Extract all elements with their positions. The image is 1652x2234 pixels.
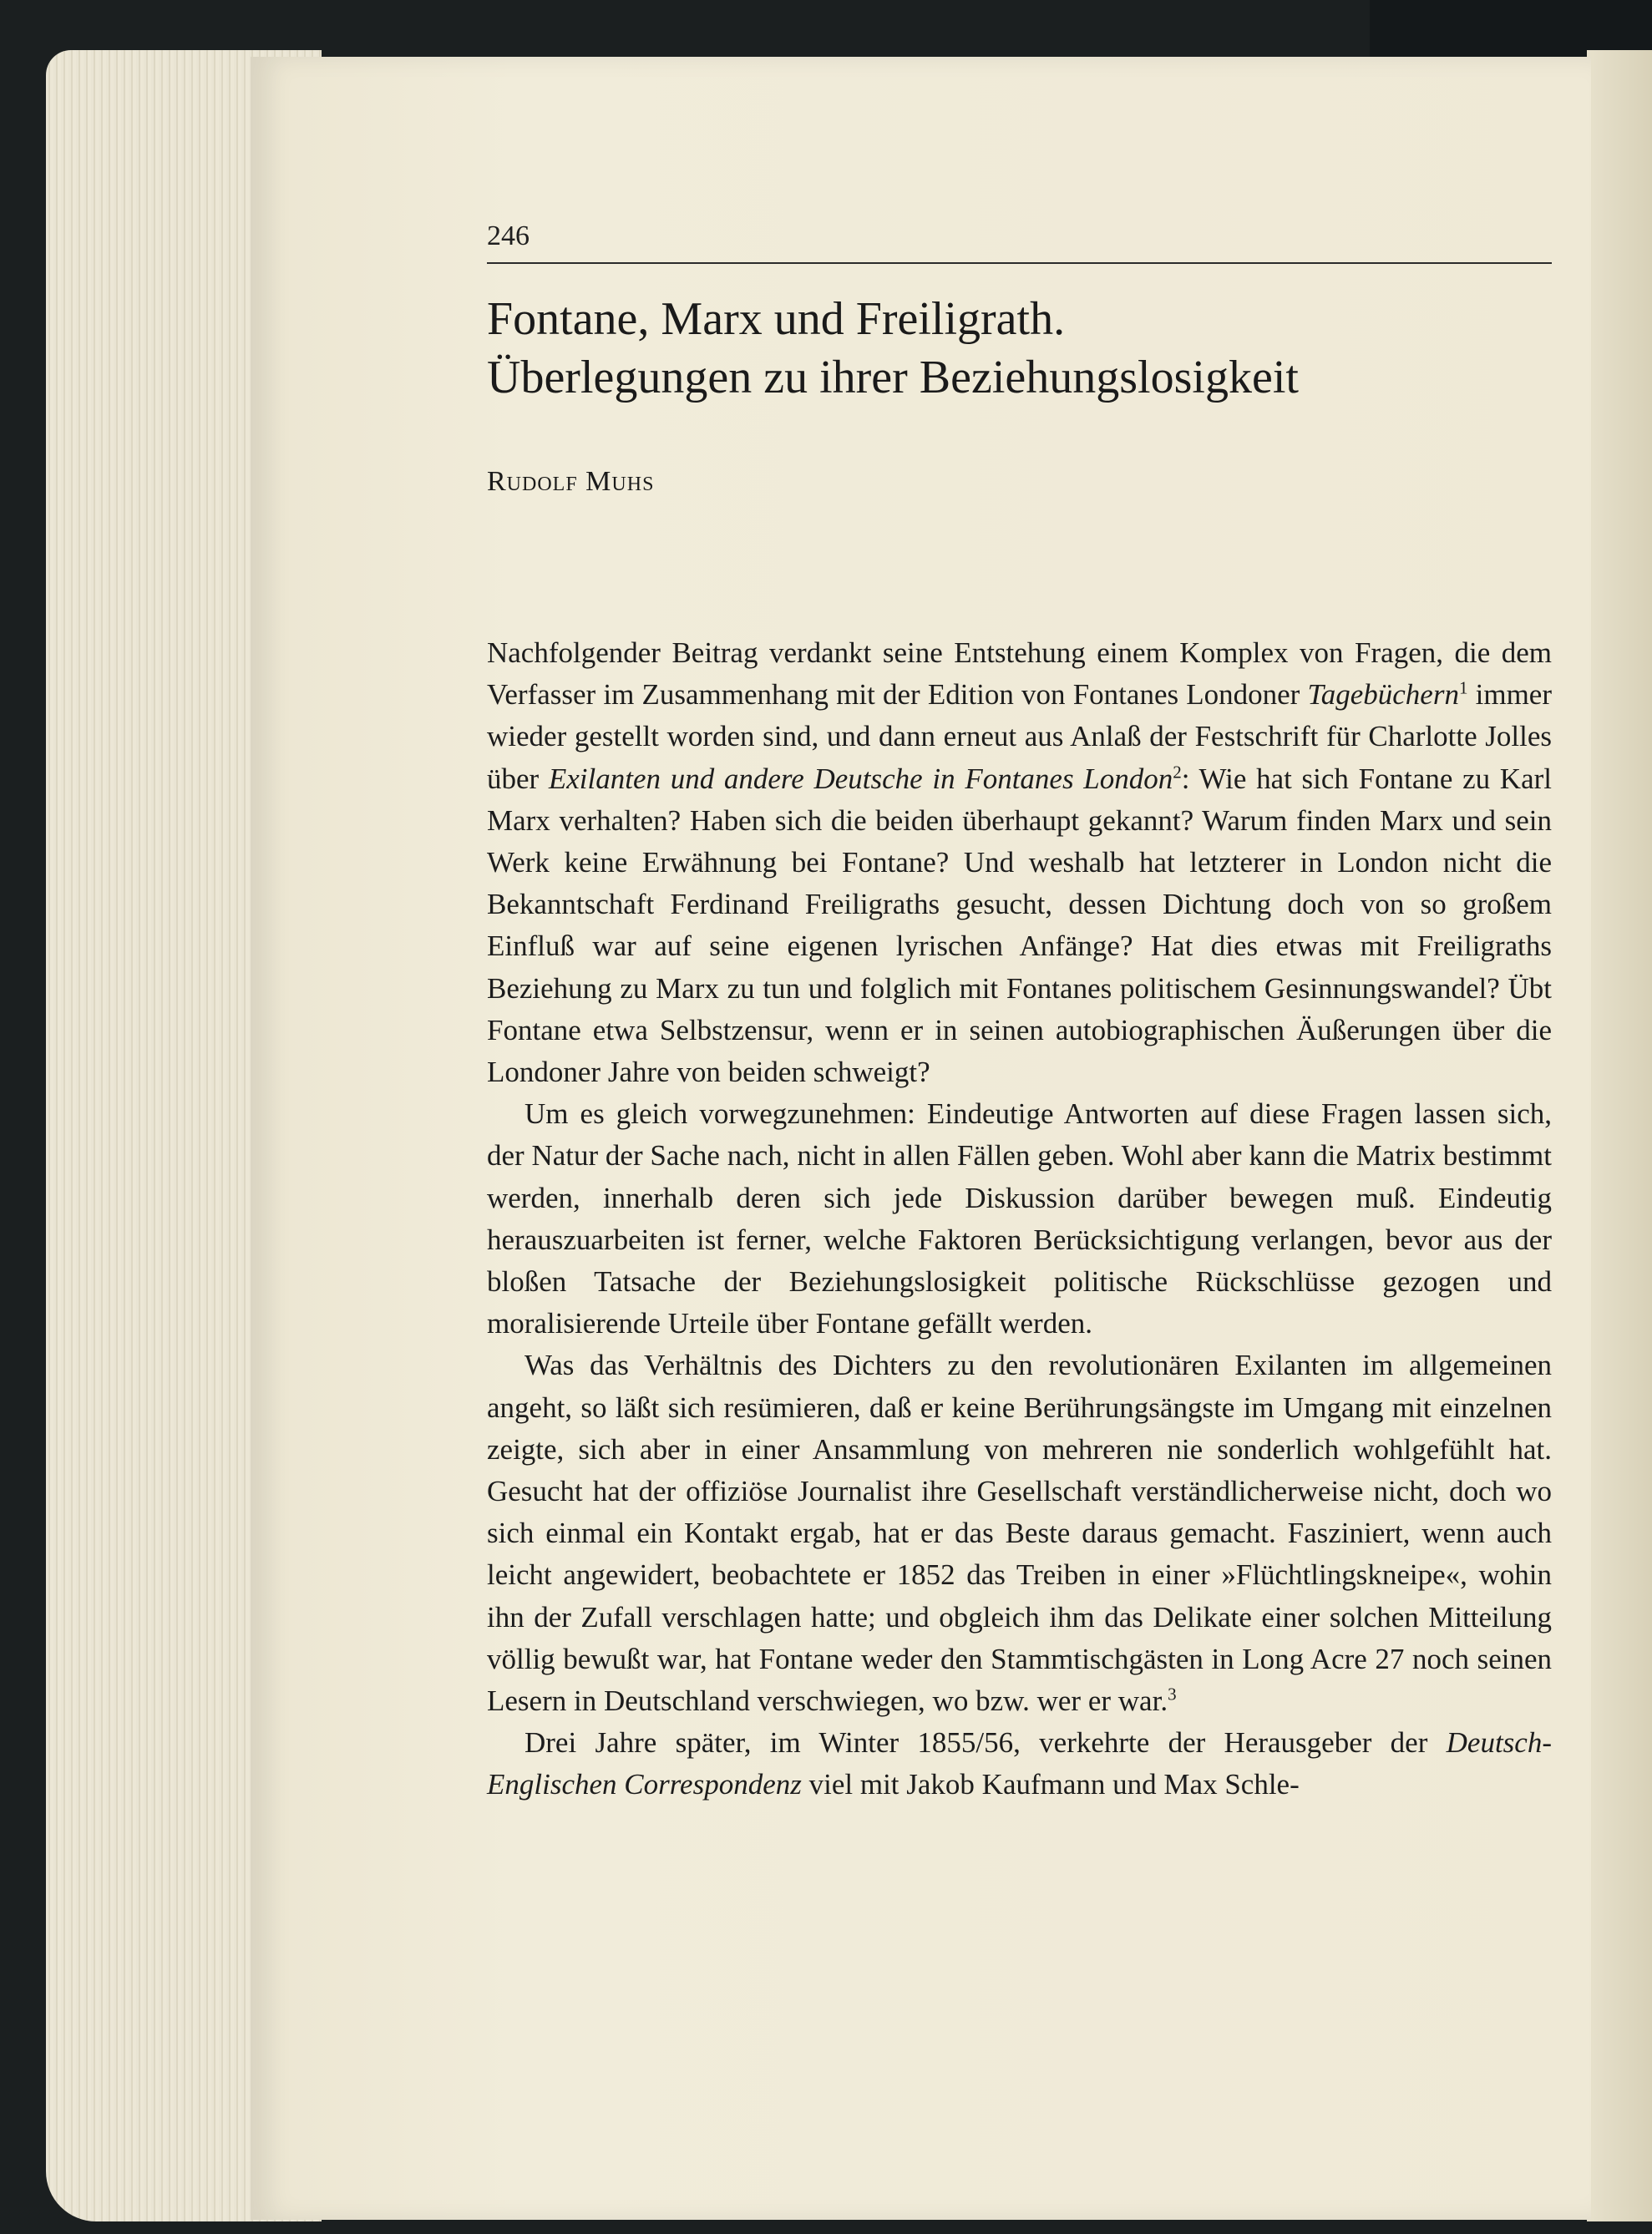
footnote-ref-2: 2: [1173, 761, 1182, 782]
author-name: Rudolf Muhs: [487, 466, 655, 497]
running-head: [487, 220, 1552, 264]
work-title-exilanten: Exilanten und andere Deutsche in Fontanes London: [548, 762, 1173, 795]
article-title: [487, 290, 1564, 407]
paragraph-2: Um es gleich vorwegzunehmen: Eindeutige Antworten auf diese Fragen lassen sich, der Natur der Sache nach, nicht in allen Fällen geben. Wohl aber kann die Matrix bestimmt werden, innerhalb deren sich jede Diskussion darüber bewegen muß. Eindeutig herauszuarbeiten ist ferner, welche Faktoren Berücksichtigung verlangen, bevor aus der bloßen Tatsache der Beziehungslosigkeit politische Rückschlüsse gezogen und moralisierende Urteile über Fontane gefällt werden.: [487, 1097, 1552, 1340]
paragraph-4: [487, 1722, 1552, 1806]
article-title-line-1: Fontane, Marx und Freiligrath.: [487, 293, 1066, 345]
work-title-tagebuecher: Tagebüchern: [1307, 678, 1459, 712]
adjacent-page-edge: [1587, 50, 1652, 2221]
work-title-correspondenz: Deutsch-Englischen Correspondenz: [487, 1726, 1552, 1801]
paragraph-4-text-a: Drei Jahre später, im Winter 1855/56, verkehrte der Herausgeber der: [524, 1726, 1447, 1760]
article-title-line-2: Überlegungen zu ihrer Beziehungslosigkeit: [487, 352, 1299, 403]
page-number: 246: [487, 220, 530, 251]
paragraph-1: [487, 632, 1552, 1093]
paragraph-3: [487, 1345, 1552, 1722]
paragraph-1-text-c: : Wie hat sich Fontane zu Karl Marx verhalten? Haben sich die beiden überhaupt gekannt? Warum finden Marx und sein Werk keine Erwähnung bei Fontane? Und weshalb hat letzterer in London nicht die Bekanntschaft Ferdinand Freiligraths gesucht, dessen Dichtung doch von so großem Einfluß war auf seine eigenen lyrischen Anfänge? Hat dies etwas mit Freiligraths Beziehung zu Marx zu tun und folglich mit Fontanes politischem Gesinnungswandel? Übt Fontane etwa Selbstzensur, wenn er in seinen autobiographischen Äußerungen über die Londoner Jahre von beiden schweigt?: [487, 762, 1552, 1089]
paragraph-1-text-b: immer wieder gestellt worden sind, und dann erneut aus Anlaß der Festschrift für Charlotte Jolles über: [487, 678, 1552, 795]
footnote-ref-1: 1: [1458, 677, 1468, 698]
footnote-ref-3: 3: [1168, 1684, 1177, 1705]
paragraph-4-text-b: viel mit Jakob Kaufmann und Max Schle-: [801, 1768, 1300, 1801]
paragraph-1-text-a: Nachfolgender Beitrag verdankt seine Entstehung einem Komplex von Fragen, die dem Verfasser im Zusammenhang mit der Edition von Fontanes Londoner: [487, 636, 1552, 712]
paragraph-3-text: Was das Verhältnis des Dichters zu den revolutionären Exilanten im allgemeinen angeht, so läßt sich resümieren, daß er keine Berührungsängste im Umgang mit einzelnen zeigte, sich aber in einer Ansammlung von mehreren nie sonderlich wohlgefühlt hat. Gesucht hat der offiziöse Journalist ihre Gesellschaft verständlicherweise nicht, doch wo sich einmal ein Kontakt ergab, hat er das Beste daraus gemacht. Fasziniert, wenn auch leicht angewidert, beobachtete er 1852 das Treiben in einer »Flüchtlingskneipe«, wohin ihn der Zufall verschlagen hatte; und obgleich ihm das Delikate einer solchen Mitteilung völlig bewußt war, hat Fontane weder den Stammtischgästen in Long Acre 27 noch seinen Lesern in Deutschland verschwiegen, wo bzw. wer er war.: [487, 1349, 1552, 1718]
article-body: [487, 632, 1552, 1806]
